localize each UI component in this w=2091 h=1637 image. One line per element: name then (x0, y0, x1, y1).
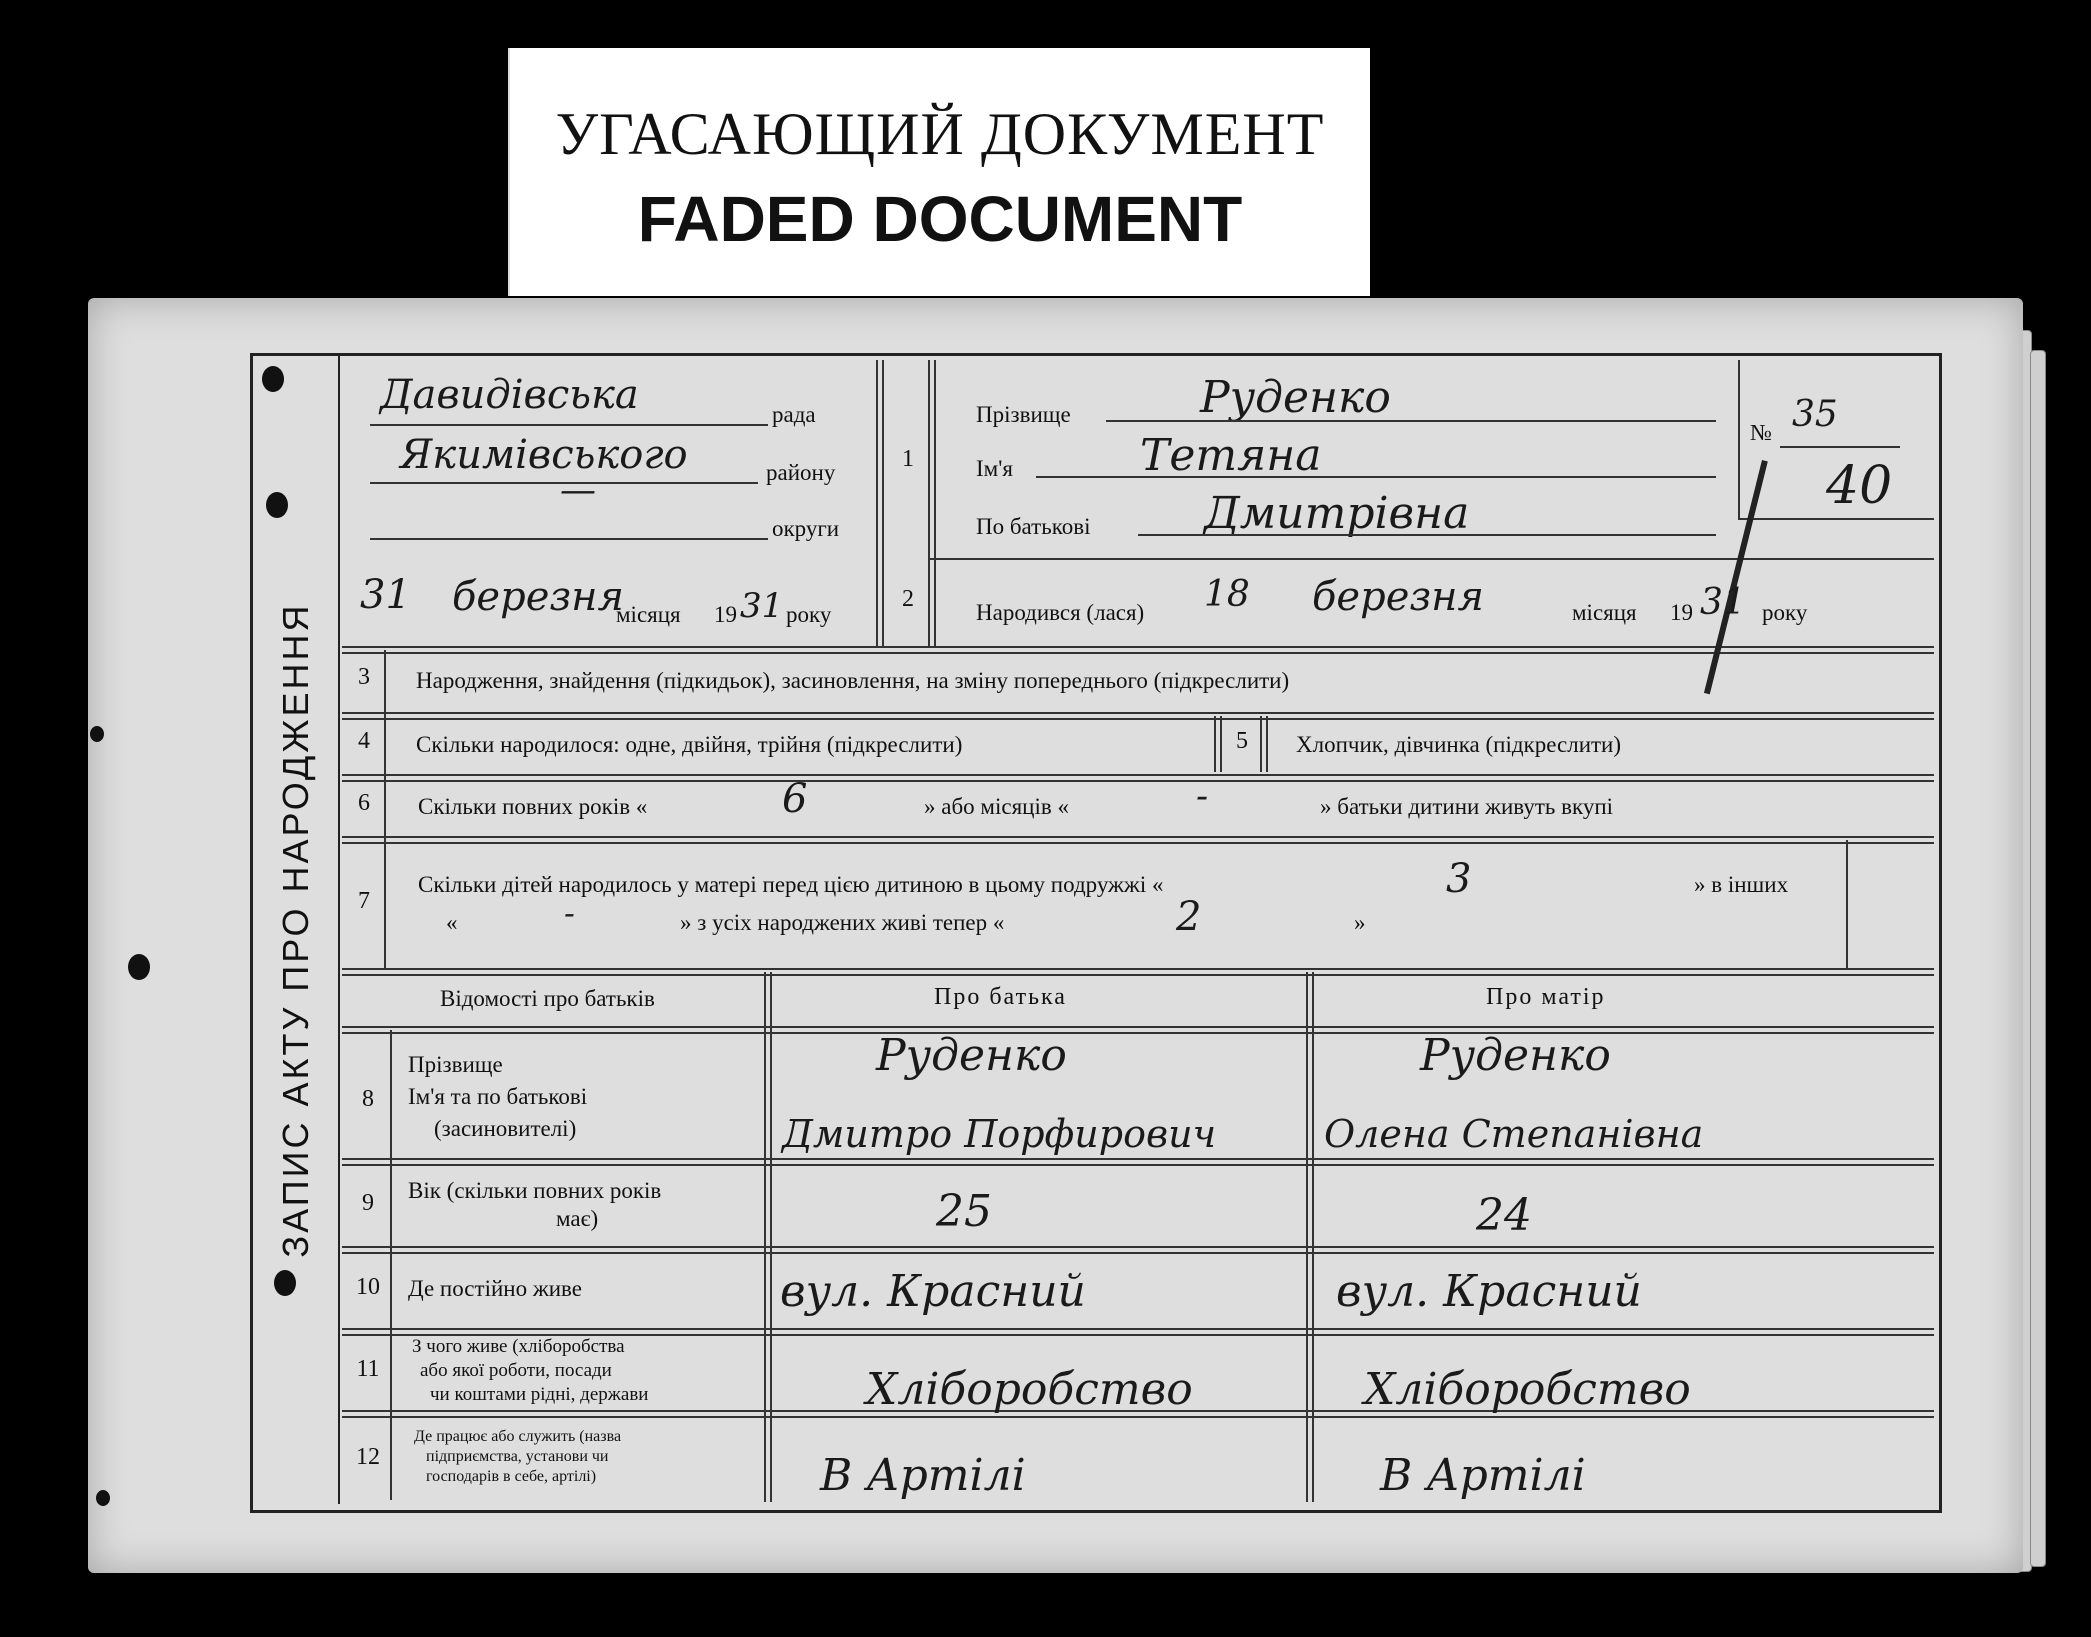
okrug-label: округи (772, 516, 840, 541)
mother-name-handwritten: Олена Степанівна (1324, 1112, 1704, 1156)
okrug-handwritten: — (560, 470, 596, 511)
father-surname-handwritten: Руденко (876, 1030, 1067, 1081)
row7-text-a: Скільки дітей народилось у матері перед цією дитиною в цьому подружжі « (418, 872, 1164, 897)
row9-label-a: Вік (скільки повних років (408, 1178, 662, 1203)
fill-line (1106, 420, 1716, 422)
patronymic-label: По батькові (976, 514, 1091, 539)
row7-text-b: » в інших (1694, 872, 1789, 897)
born-year-handwritten: 31 (1700, 582, 1746, 623)
row8-label-b: Ім'я та по батькові (408, 1084, 588, 1109)
date-day-handwritten: 31 (360, 572, 411, 618)
row-number: 4 (358, 728, 370, 754)
born-month-label: місяця (1572, 600, 1637, 625)
row-number: 1 (902, 446, 914, 472)
father-age-handwritten: 25 (936, 1186, 992, 1237)
row11-label-b: або якої роботи, посади (420, 1360, 612, 1381)
row-number: 12 (356, 1444, 380, 1470)
rayon-label: району (766, 460, 836, 485)
divider (1738, 360, 1740, 518)
parents-header-mother: Про матір (1486, 984, 1606, 1010)
surname-label: Прізвище (976, 402, 1071, 427)
divider (342, 774, 1934, 782)
child-name-handwritten: Тетяна (1140, 430, 1322, 481)
row3-text: Народження, знайдення (підкидьок), засиновлення, на зміну попереднього (підкреслити) (416, 668, 1290, 693)
punch-hole (128, 954, 150, 980)
year-prefix: 19 (714, 602, 737, 627)
mother-residence-handwritten: вул. Красний (1336, 1266, 1642, 1317)
row-number: 10 (356, 1274, 380, 1300)
divider (1306, 972, 1314, 1502)
divider (928, 360, 936, 648)
father-occupation-handwritten: Хліборобство (866, 1364, 1193, 1415)
punch-hole (96, 1490, 110, 1506)
side-title: ЗАПИС АКТУ ПРО НАРОДЖЕННЯ (275, 602, 316, 1258)
born-day-handwritten: 18 (1204, 574, 1250, 615)
registry-no-handwritten: 35 (1792, 394, 1838, 435)
row7-text-d: » з усіх народжених живі тепер « (680, 910, 1005, 935)
father-residence-handwritten: вул. Красний (780, 1266, 1086, 1317)
page-stack-edge-2 (2030, 350, 2046, 1567)
row12-label-b: підприємства, установи чи (426, 1448, 609, 1465)
months-together-handwritten: - (1196, 776, 1209, 817)
row-number: 5 (1236, 728, 1248, 754)
divider (342, 1026, 1934, 1034)
mother-workplace-handwritten: В Артілі (1380, 1450, 1586, 1501)
mother-age-handwritten: 24 (1476, 1190, 1532, 1241)
row10-label: Де постійно живе (408, 1276, 582, 1301)
faded-document-label (508, 48, 1370, 296)
row11-label-c: чи коштами рідні, держави (430, 1384, 649, 1405)
child-patronymic-handwritten: Дмитрівна (1204, 488, 1470, 539)
divider (342, 712, 1934, 720)
label-english: FADED DOCUMENT (637, 183, 1243, 255)
row11-label-a: З чого живе (хліборобства (412, 1336, 625, 1357)
registry-no2-handwritten: 40 (1826, 456, 1893, 516)
fill-line (1780, 446, 1900, 448)
row-number: 2 (902, 586, 914, 612)
born-label: Народився (лася) (976, 600, 1145, 625)
divider (930, 558, 1934, 560)
divider (342, 1246, 1934, 1254)
father-name-handwritten: Дмитро Порфирович (782, 1112, 1217, 1156)
row4-text: Скільки народилося: одне, двійня, трійня (підкреслити) (416, 732, 963, 757)
rada-label: рада (772, 402, 816, 427)
children-other-handwritten: - (564, 894, 575, 932)
row9-label-b: має) (556, 1206, 599, 1231)
row5-text: Хлопчик, дівчинка (підкреслити) (1296, 732, 1622, 757)
children-before-handwritten: 3 (1446, 856, 1472, 902)
row12-label-a: Де працює або служить (назва (414, 1428, 622, 1445)
row8-label-c: (засиновителі) (434, 1116, 577, 1141)
rada-handwritten: Давидівська (380, 372, 639, 418)
date-month-handwritten: березня (452, 574, 625, 620)
row7-text-c: « (446, 910, 458, 935)
mother-surname-handwritten: Руденко (1420, 1030, 1611, 1081)
child-surname-handwritten: Руденко (1200, 372, 1391, 423)
label-russian: УГАСАЮЩИЙ ДОКУМЕНТ (555, 101, 1325, 167)
born-month-handwritten: березня (1312, 574, 1485, 620)
row7-text-e: » (1354, 910, 1366, 935)
row12-label-c: господарів в себе, артілі) (426, 1468, 597, 1485)
divider (342, 1158, 1934, 1166)
row6-text-b: » або місяців « (924, 794, 1069, 819)
born-year-prefix: 19 (1670, 600, 1693, 625)
fill-line (370, 538, 768, 540)
mother-occupation-handwritten: Хліборобство (1364, 1364, 1691, 1415)
row-number: 6 (358, 790, 370, 816)
row-number: 3 (358, 664, 370, 690)
fill-line (1036, 476, 1716, 478)
fill-line (370, 424, 768, 426)
divider (1214, 716, 1222, 772)
divider (764, 972, 772, 1502)
row-number: 7 (358, 888, 370, 914)
rayon-handwritten: Якимівського (400, 432, 688, 478)
name-label: Ім'я (976, 456, 1013, 481)
month-label: місяця (616, 602, 681, 627)
children-alive-handwritten: 2 (1176, 894, 1202, 940)
divider (384, 650, 386, 970)
row-number: 11 (356, 1356, 380, 1382)
divider (342, 836, 1934, 844)
born-year-label: року (1762, 600, 1808, 625)
year-handwritten: 31 (740, 586, 784, 626)
registry-no-label: № (1750, 420, 1772, 445)
divider (342, 1328, 1934, 1336)
years-together-handwritten: 6 (782, 776, 808, 822)
divider (342, 968, 1934, 976)
row6-text-a: Скільки повних років « (418, 794, 648, 819)
divider (876, 360, 884, 648)
divider (1738, 518, 1934, 520)
parents-header-info: Відомості про батьків (440, 986, 655, 1011)
year-label: року (786, 602, 832, 627)
father-workplace-handwritten: В Артілі (820, 1450, 1026, 1501)
divider (390, 1030, 392, 1500)
fill-line (1138, 534, 1716, 536)
divider (342, 646, 1934, 654)
punch-hole (90, 726, 104, 742)
parents-header-father: Про батька (934, 984, 1067, 1010)
row-number: 8 (362, 1086, 374, 1112)
row-number: 9 (362, 1190, 374, 1216)
divider (1846, 840, 1848, 970)
row6-text-c: » батьки дитини живуть вкупі (1320, 794, 1614, 819)
side-title-column (254, 356, 340, 1504)
row8-label-a: Прізвище (408, 1052, 503, 1077)
